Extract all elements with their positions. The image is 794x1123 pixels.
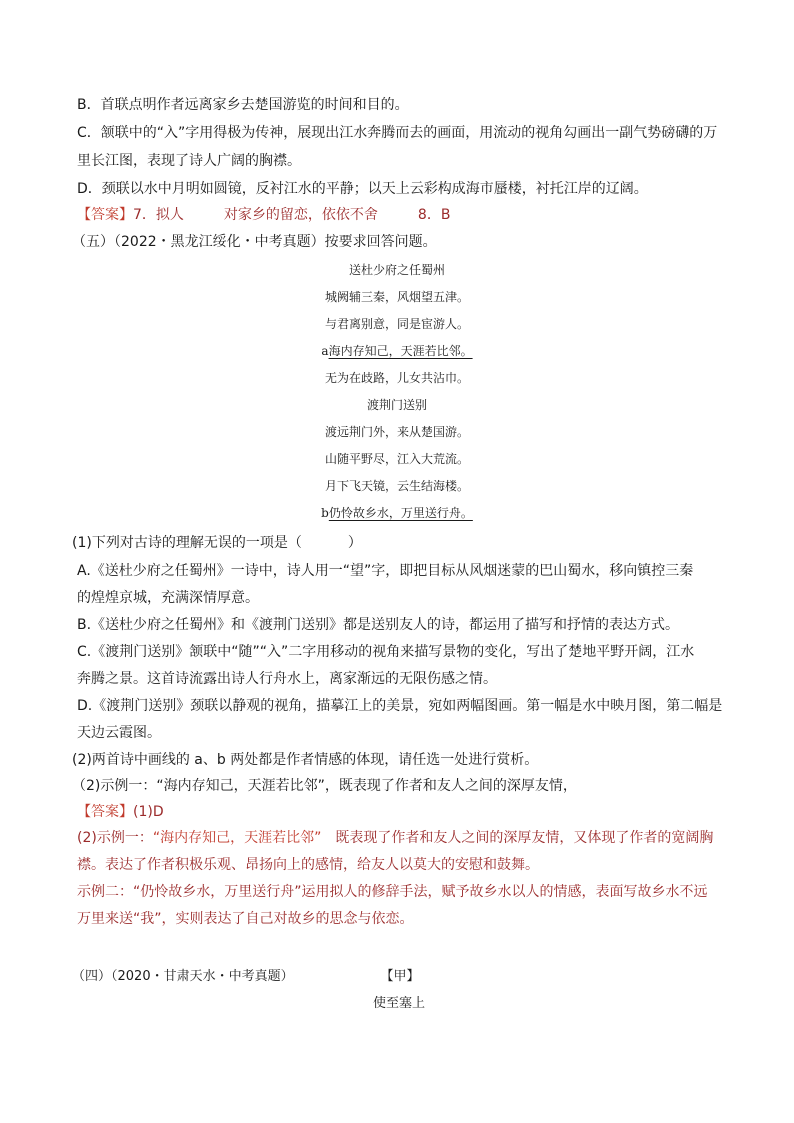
underlined-line-a: 海内存知己，天涯若比邻。 <box>328 344 473 358</box>
section4-jia: 【甲】 <box>380 969 420 984</box>
q1-option-c-line2: 奔腾之景。这首诗流露出诗人行舟水上，离家渐远的无限伤感之情。 <box>77 671 497 687</box>
answer-label: 【答案】 <box>77 207 133 223</box>
poem1-line4: 无为在歧路，儿女共沾巾。 <box>324 371 469 385</box>
q1-option-d-line1: D.《渡荆门送别》颈联以静观的视角，描摹江上的美景，宛如两幅图画。第一幅是水中映月图，第二幅是 <box>77 698 723 714</box>
prev-answer-row <box>77 206 450 224</box>
mark-a: a <box>321 344 329 358</box>
q1-option-a-line2: 的煌煌京城，充满深情厚意。 <box>77 590 259 606</box>
q2-student-response: （2)示例一：“海内存知己，天涯若比邻”，既表现了作者和友人之间的深厚友情， <box>72 778 577 794</box>
option-b-prev: B．首联点明作者远离家乡去楚国游览的时间和目的。 <box>77 97 409 113</box>
answer-quote: “海内存知己，天涯若比邻” <box>152 830 322 846</box>
poem1-line2: 与君离别意，同是宦游人。 <box>324 317 469 331</box>
q1-stem: (1)下列对古诗的理解无误的一项是（ ） <box>72 535 362 551</box>
poem2-line2: 山随平野尽，江入大荒流。 <box>324 452 469 466</box>
poem1-line3 <box>0 343 794 359</box>
q1-option-a-line1: A.《送杜少府之任蜀州》一诗中，诗人用一“望”字，即把目标从风烟迷蒙的巴山蜀水，移向镇控三秦 <box>77 563 694 579</box>
answer-example1-line2: 襟。表达了作者积极乐观、昂扬向上的感情，给友人以莫大的安慰和鼓舞。 <box>77 857 539 873</box>
option-d-prev: D．颈联以水中月明如圆镜，反衬江水的平静；以天上云彩构成海市蜃楼，衬托江岸的辽阔。 <box>77 181 648 197</box>
answer-7-content: 对家乡的留恋，依依不舍 <box>223 207 378 223</box>
poem1-line1: 城阙辅三秦，风烟望五津。 <box>324 290 469 304</box>
poem2-title: 渡荆门送别 <box>366 398 427 412</box>
answer-label: 【答案】 <box>77 804 133 820</box>
q1-option-d-line2: 天边云霞图。 <box>77 725 161 741</box>
answer-example2-line1: 示例二：“仍怜故乡水，万里送行舟”运用拟人的修辞手法，赋予故乡水以人的情感，表面写故乡水不远 <box>77 884 708 900</box>
poem2-line1: 渡远荆门外，来从楚国游。 <box>324 425 469 439</box>
q2-stem: (2)两首诗中画线的 a、b 两处都是作者情感的体现，请任选一处进行赏析。 <box>72 752 539 768</box>
section5-heading: （五）（2022・黑龙江绥化・中考真题）按要求回答问题。 <box>72 234 437 250</box>
answer-row <box>77 803 164 821</box>
section4-heading: （四）（2020・甘肃天水・中考真题） <box>72 969 294 984</box>
poem2-line4 <box>0 505 794 521</box>
poem1-title: 送杜少府之任蜀州 <box>348 263 445 277</box>
section4-poem-title: 使至塞上 <box>372 996 425 1011</box>
answer-7: 7．拟人 <box>133 207 184 223</box>
mark-b: b <box>321 506 329 520</box>
q1-option-b: B.《送杜少府之任蜀州》和《渡荆门送别》都是送别友人的诗，都运用了描写和抒情的表达方式。 <box>77 617 680 633</box>
option-c-prev-line2: 里长江图，表现了诗人广阔的胸襟。 <box>77 153 301 169</box>
underlined-line-b: 仍怜故乡水，万里送行舟。 <box>328 506 473 520</box>
answer-1: (1)D <box>133 804 164 820</box>
option-c-prev-line1: C．颔联中的“入”字用得极为传神，展现出江水奔腾而去的画面，用流动的视角勾画出一副气势磅礴的万 <box>77 125 718 141</box>
answer-8: 8．B <box>417 207 451 223</box>
answer-example2-line2: 万里来送“我”，实则表达了自己对故乡的思念与依恋。 <box>77 911 414 927</box>
poem2-line3: 月下飞天镜，云生结海楼。 <box>324 479 469 493</box>
answer-example1-line1: (2)示例一：“海内存知己，天涯若比邻” 既表现了作者和友人之间的深厚友情，又体现了作者的宽阔胸 <box>77 830 714 846</box>
q1-option-c-line1: C.《渡荆门送别》颔联中“随”“入”二字用移动的视角来描写景物的变化，写出了楚地平野开阔，江水 <box>77 644 695 660</box>
